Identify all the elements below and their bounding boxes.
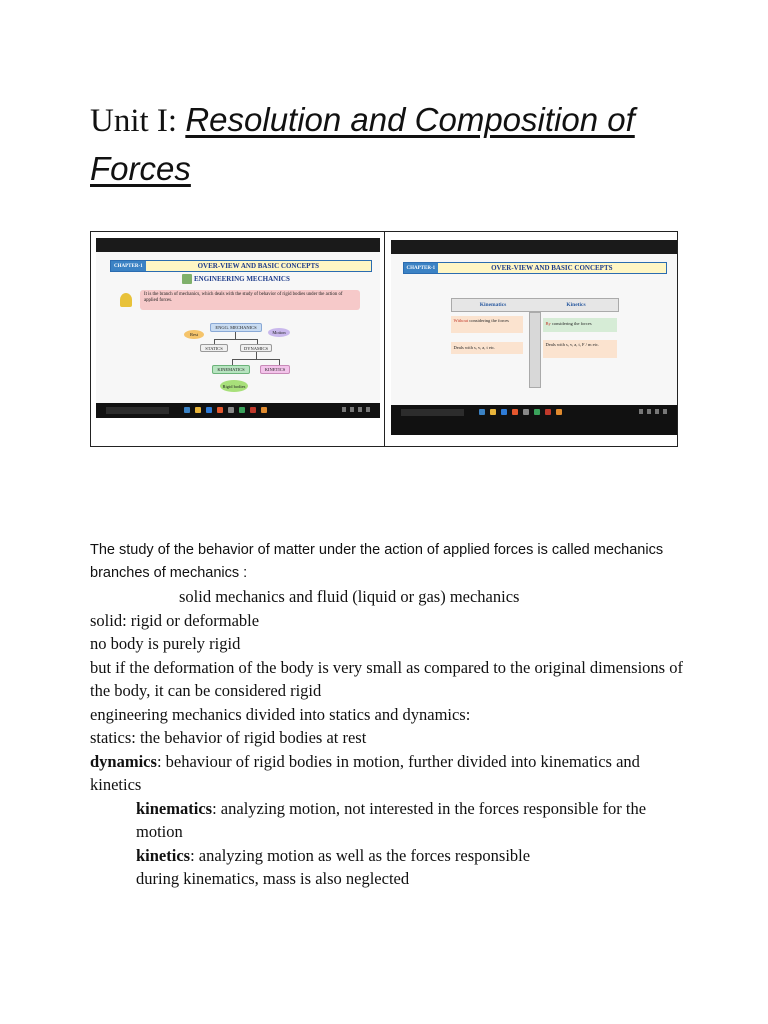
paragraph: solid mechanics and fluid (liquid or gas) mechanics xyxy=(179,587,520,606)
node-kinetics: KINETICS xyxy=(260,365,290,374)
paragraph: dynamics: behaviour of rigid bodies in motion, further divided into kinematics and kinetics xyxy=(90,751,640,794)
header-kinematics: Kinematics xyxy=(479,302,507,308)
node-rigid-bodies: Rigid bodies xyxy=(220,380,248,392)
chapter-bar: CHAPTER-1 OVER-VIEW AND BASIC CONCEPTS xyxy=(403,262,667,274)
slide-screenshot-right xyxy=(391,240,677,435)
figure-cell-left xyxy=(91,232,384,446)
body-text xyxy=(90,539,690,891)
definition-box: It is the branch of mechanics, which deals with the study of behavior of rigid bodies under the action of applied forces. xyxy=(140,290,360,310)
header-kinetics: Kinetics xyxy=(566,302,586,308)
node-motion: Motion xyxy=(268,328,290,337)
cell-kinetics-deals: Deals with s, v, a, t, F / m etc. xyxy=(543,340,617,358)
node-dynamics: DYNAMICS xyxy=(240,344,272,352)
paragraph: engineering mechanics divided into statics and dynamics: xyxy=(90,704,471,724)
paragraph: solid: rigid or deformable xyxy=(90,610,260,630)
node-kinematics: KINEMATICS xyxy=(212,365,250,374)
paragraph: but if the deformation of the body is very small as compared to the original dimensions of the body, it can be considered rigid xyxy=(90,657,683,700)
cell-kinematics-deals: Deals with s, v, a, t etc. xyxy=(451,342,523,354)
node-rest: Rest xyxy=(184,330,204,339)
taskbar xyxy=(391,405,677,435)
cell-kinetics-forces: By considering the forces xyxy=(543,318,617,332)
slide-subtitle: ENGINEERING MECHANICS xyxy=(194,275,290,283)
paragraph: no body is purely rigid xyxy=(90,634,241,653)
paragraph: statics: the behavior of rigid bodies at rest xyxy=(90,728,367,747)
node-statics: STATICS xyxy=(200,344,228,352)
paragraph: during kinematics, mass is also neglected xyxy=(136,869,410,888)
unit-label: Unit I: xyxy=(90,103,186,139)
cell-kinematics-forces: Without considering the forces xyxy=(451,316,523,333)
student-icon xyxy=(120,293,132,307)
page-title xyxy=(90,96,690,194)
paragraph: The study of the behavior of matter under the action of applied forces is called mechanics xyxy=(90,542,664,558)
paragraph: kinematics: analyzing motion, not interested in the forces responsible for the motion xyxy=(136,798,647,841)
chapter-bar: CHAPTER-1 OVER-VIEW AND BASIC CONCEPTS xyxy=(110,260,372,272)
slide-screenshot-left xyxy=(96,238,380,418)
compare-header xyxy=(451,298,619,312)
node-engg-mechanics: ENGG. MECHANICS xyxy=(210,323,262,332)
unit-topic: Resolution and Composition of Forces xyxy=(90,101,635,187)
crane-icon xyxy=(182,274,192,284)
paragraph: kinetics: analyzing motion as well as the forces responsible xyxy=(136,845,531,865)
screenshot-figure xyxy=(90,231,678,447)
taskbar xyxy=(96,403,380,418)
figure-cell-right xyxy=(384,232,678,446)
paragraph: branches of mechanics : xyxy=(90,565,248,581)
divider-bar xyxy=(529,312,541,388)
